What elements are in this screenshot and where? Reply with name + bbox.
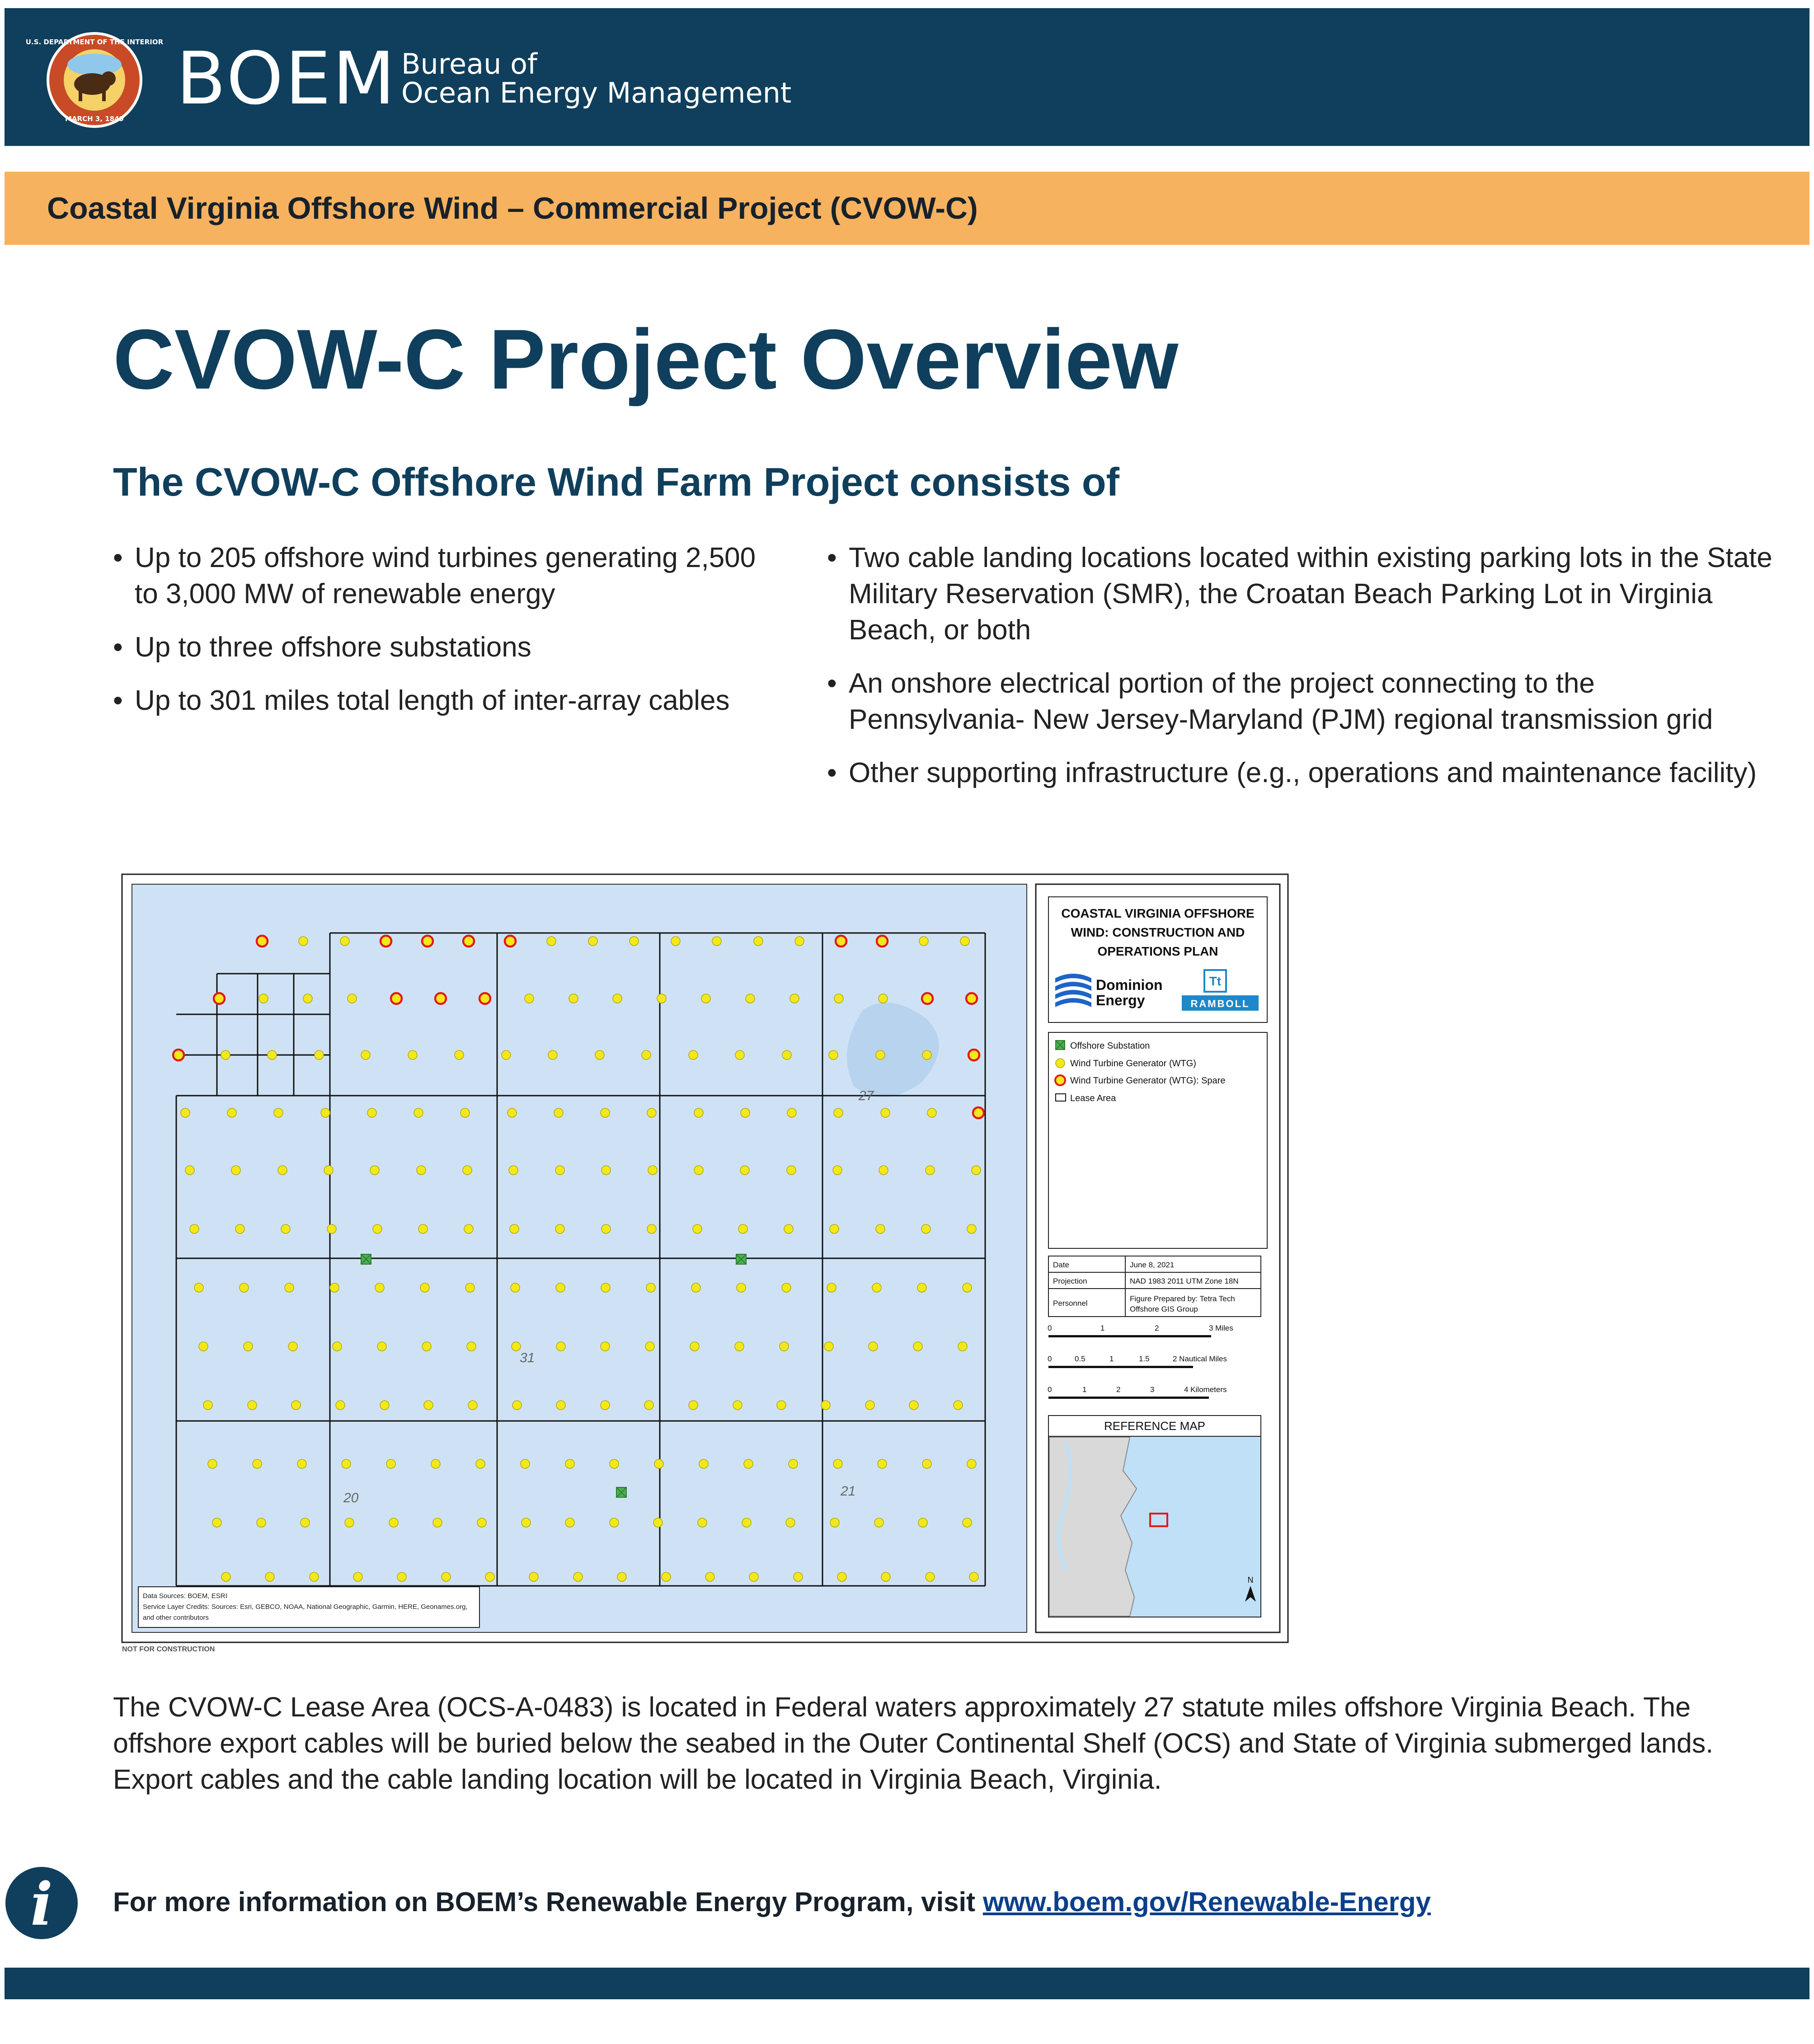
block-label-27: 27 [859, 1088, 874, 1103]
wtg-marker [876, 1224, 885, 1233]
bullet-list-left [113, 540, 768, 736]
wtg-marker [963, 1518, 972, 1527]
wtg-marker [194, 1283, 203, 1292]
wtg-marker [610, 1518, 619, 1527]
wtg-marker [259, 994, 268, 1003]
wtg-marker [746, 994, 755, 1003]
wtg-marker [972, 1166, 981, 1175]
wtg-marker [795, 937, 804, 946]
wtg-marker [464, 1224, 473, 1233]
wtg-marker [221, 1572, 230, 1581]
scale-tick: 0.5 [1075, 1355, 1086, 1363]
wtg-marker [321, 1108, 330, 1117]
wtg-marker [879, 1166, 888, 1175]
wtg-marker [647, 1108, 656, 1117]
block-label-20: 20 [343, 1491, 359, 1505]
wtg-marker [547, 937, 556, 946]
wtg-marker [373, 1224, 382, 1233]
dominion-logo-line1: Dominion [1096, 977, 1163, 993]
wtg-marker [741, 1108, 750, 1117]
wtg-spare-marker [877, 936, 888, 947]
scale-tick: 0 [1048, 1385, 1052, 1394]
wtg-marker [963, 1283, 972, 1292]
wtg-marker [181, 1108, 190, 1117]
scale-tick: 2 [1155, 1324, 1159, 1332]
wtg-marker [693, 1224, 702, 1233]
wtg-marker [565, 1459, 574, 1468]
legend-wtg-spare: Wind Turbine Generator (WTG): Spare [1070, 1076, 1226, 1086]
wtg-marker [420, 1283, 429, 1292]
wtg-marker [740, 1166, 749, 1175]
logo-subtitle-line1: Bureau of [401, 47, 537, 80]
wtg-marker [969, 1572, 978, 1581]
info-projection-value: NAD 1983 2011 UTM Zone 18N [1130, 1277, 1239, 1285]
wtg-marker [324, 1166, 333, 1175]
wtg-spare-marker [463, 936, 474, 947]
wtg-marker [573, 1572, 583, 1581]
wtg-marker [303, 994, 312, 1003]
bullet-list-right [827, 540, 1776, 808]
wtg-marker [784, 1224, 793, 1233]
info-projection-label: Projection [1053, 1277, 1087, 1285]
wtg-marker [921, 1224, 930, 1233]
wtg-marker [777, 1401, 786, 1410]
wtg-marker [278, 1166, 287, 1175]
footer-info [113, 1884, 1431, 1920]
wtg-marker [830, 1224, 839, 1233]
wtg-marker [467, 1342, 476, 1351]
wtg-marker [463, 1166, 472, 1175]
info-personnel-label: Personnel [1053, 1299, 1088, 1308]
wtg-marker [367, 1108, 376, 1117]
scale-tick: 1 [1109, 1355, 1114, 1363]
wtg-marker [569, 994, 578, 1003]
wtg-marker [377, 1342, 386, 1351]
info-icon [5, 1866, 79, 1941]
wtg-marker [389, 1518, 398, 1527]
info-personnel-line2: Offshore GIS Group [1130, 1305, 1198, 1313]
wtg-marker [380, 1401, 389, 1410]
banner-text: Coastal Virginia Offshore Wind – Commercial Project (CVOW-C) [47, 191, 978, 225]
wtg-marker [694, 1166, 703, 1175]
wtg-marker [794, 1572, 803, 1581]
info-glyph: i [30, 1870, 53, 1939]
wtg-marker [913, 1342, 922, 1351]
wtg-marker [477, 1518, 486, 1527]
wtg-marker [602, 1166, 611, 1175]
wtg-spare-marker [173, 1050, 184, 1060]
wtg-marker [787, 1166, 796, 1175]
wtg-marker [617, 1572, 626, 1581]
scale-tick: 1.5 [1139, 1355, 1150, 1363]
wtg-marker [648, 1166, 657, 1175]
wtg-spare-marker [836, 936, 846, 947]
data-sources-line3: and other contributors [143, 1614, 209, 1622]
wtg-legend-icon [1056, 1059, 1065, 1068]
wtg-marker [754, 937, 763, 946]
wtg-marker [370, 1166, 379, 1175]
wtg-marker [869, 1342, 878, 1351]
scale-tick: 3 Miles [1209, 1324, 1233, 1332]
wtg-marker [244, 1342, 253, 1351]
wtg-marker [827, 1283, 836, 1292]
wtg-spare-legend-icon [1055, 1075, 1065, 1085]
block-label-21: 21 [841, 1484, 856, 1499]
wtg-marker [281, 1224, 290, 1233]
wtg-spare-marker [966, 993, 977, 1004]
wtg-marker [824, 1342, 833, 1351]
wtg-marker [595, 1050, 604, 1060]
wtg-marker [485, 1572, 494, 1581]
wtg-marker [465, 1283, 475, 1292]
scale-tick: 0 [1048, 1324, 1052, 1332]
wtg-marker [310, 1572, 319, 1581]
wtg-marker [733, 1401, 742, 1410]
map-title-line1: COASTAL VIRGINIA OFFSHORE [1061, 906, 1255, 920]
wtg-marker [417, 1166, 426, 1175]
wtg-marker [297, 1459, 306, 1468]
wtg-marker [782, 1283, 791, 1292]
wtg-marker [235, 1224, 244, 1233]
wtg-marker [512, 1342, 521, 1351]
wtg-marker [833, 1459, 842, 1468]
wtg-marker [556, 1401, 565, 1410]
scale-tick: 2 [1116, 1385, 1121, 1394]
bullet-item: • Up to three offshore substations [113, 629, 768, 666]
wtg-marker [917, 1283, 926, 1292]
wtg-marker [502, 1050, 511, 1060]
wtg-marker [960, 937, 969, 946]
wtg-marker [203, 1401, 212, 1410]
renewable-energy-link[interactable]: www.boem.gov/Renewable-Energy [982, 1887, 1431, 1917]
wtg-marker [190, 1224, 199, 1233]
reference-map-title: REFERENCE MAP [1104, 1419, 1205, 1433]
info-personnel-value: Figure Prepared by: Tetra Tech [1130, 1294, 1235, 1303]
wtg-marker [613, 994, 622, 1003]
legend-wtg: Wind Turbine Generator (WTG) [1070, 1059, 1196, 1069]
wtg-spare-marker [422, 936, 433, 947]
wtg-marker [879, 994, 888, 1003]
offshore-substation-marker [361, 1254, 371, 1264]
wtg-marker [790, 994, 799, 1003]
legend-substation: Offshore Substation [1070, 1041, 1150, 1051]
wtg-spare-marker [381, 936, 391, 947]
wtg-spare-marker [391, 993, 402, 1004]
wtg-marker [610, 1459, 619, 1468]
wtg-marker [227, 1108, 236, 1117]
wtg-marker [433, 1518, 442, 1527]
wtg-marker [565, 1518, 574, 1527]
wtg-marker [602, 1224, 611, 1233]
offshore-substation-marker [736, 1254, 746, 1264]
wtg-marker [922, 1459, 931, 1468]
page-title: CVOW-C Project Overview [113, 312, 1179, 407]
wtg-marker [782, 1050, 791, 1060]
wtg-spare-marker [435, 993, 446, 1004]
wtg-marker [268, 1050, 277, 1060]
wtg-marker [834, 994, 843, 1003]
wtg-marker [556, 1283, 565, 1292]
scale-tick: 3 [1150, 1385, 1155, 1394]
wtg-marker [556, 1342, 565, 1351]
wtg-marker [926, 1572, 935, 1581]
logo-subtitle-line2: Ocean Energy Management [401, 76, 792, 109]
boem-wordmark: BOEM [176, 36, 397, 121]
wtg-marker [353, 1572, 362, 1581]
wtg-marker [285, 1283, 294, 1292]
wtg-marker [780, 1342, 789, 1351]
wtg-marker [735, 1342, 744, 1351]
wtg-marker [737, 1283, 746, 1292]
wtg-marker [689, 1401, 698, 1410]
wtg-marker [601, 1401, 610, 1410]
data-sources-line2: Service Layer Credits: Sources: Esri, GEBCO, NOAA, National Geographic, Garmin, HERE, Geonames.org, [143, 1603, 468, 1611]
wtg-marker [705, 1572, 714, 1581]
wtg-marker [958, 1342, 967, 1351]
wtg-marker [918, 1518, 927, 1527]
bullet-item: • An onshore electrical portion of the project connecting to the Pennsylvania- New Jersey-Maryland (PJM) regional transmission grid [827, 666, 1776, 738]
wtg-marker [299, 937, 308, 946]
scale-tick: 1 [1082, 1385, 1087, 1394]
wtg-marker [919, 937, 928, 946]
wtg-marker [301, 1518, 310, 1527]
wtg-spare-marker [973, 1107, 984, 1118]
wtg-marker [248, 1401, 257, 1410]
wtg-marker [522, 1518, 531, 1527]
wtg-marker [291, 1401, 301, 1410]
wtg-marker [662, 1572, 671, 1581]
wtg-marker [424, 1401, 433, 1410]
north-label: N [1247, 1575, 1254, 1585]
wtg-marker [749, 1572, 758, 1581]
wtg-marker [555, 1224, 564, 1233]
wtg-marker [642, 1050, 651, 1060]
wtg-marker [689, 1050, 698, 1060]
info-date-value: June 8, 2021 [1130, 1261, 1175, 1269]
wtg-marker [554, 1108, 563, 1117]
wtg-marker [468, 1401, 477, 1410]
wtg-marker [644, 1401, 653, 1410]
wtg-marker [442, 1572, 451, 1581]
wtg-marker [509, 1166, 518, 1175]
info-date-label: Date [1053, 1261, 1069, 1269]
wtg-marker [876, 1050, 885, 1060]
wtg-marker [521, 1459, 530, 1468]
wtg-marker [288, 1342, 297, 1351]
wtg-marker [185, 1166, 194, 1175]
wtg-marker [333, 1342, 342, 1351]
wtg-marker [330, 1283, 339, 1292]
wtg-marker [698, 1518, 707, 1527]
bullet-item: • Up to 205 offshore wind turbines generating 2,500 to 3,000 MW of renewable energy [113, 540, 768, 612]
tt-logo-text: Tt [1209, 974, 1222, 988]
wtg-marker [414, 1108, 423, 1117]
wtg-marker [476, 1459, 485, 1468]
wtg-marker [525, 994, 534, 1003]
wtg-marker [744, 1459, 753, 1468]
wtg-marker [922, 1050, 931, 1060]
wtg-marker [461, 1108, 470, 1117]
seal-text-top: U.S. DEPARTMENT OF THE INTERIOR [25, 38, 164, 46]
doi-seal-icon [25, 31, 164, 129]
seal-text-bottom: MARCH 3, 1849 [65, 115, 124, 123]
wtg-marker [418, 1224, 428, 1233]
wtg-marker [657, 994, 666, 1003]
wtg-marker [954, 1401, 963, 1410]
map-title-line2: WIND: CONSTRUCTION AND [1071, 925, 1245, 939]
wtg-marker [529, 1572, 538, 1581]
offshore-substation-marker [616, 1487, 626, 1497]
coastline-land [1049, 1437, 1137, 1616]
wtg-marker [315, 1050, 324, 1060]
wtg-marker [212, 1518, 221, 1527]
wtg-marker [967, 1224, 976, 1233]
wtg-marker [199, 1342, 208, 1351]
scale-tick: 0 [1048, 1355, 1052, 1363]
wtg-marker [654, 1459, 663, 1468]
wtg-marker [881, 1572, 890, 1581]
wtg-marker [691, 1283, 700, 1292]
wtg-marker [834, 1108, 843, 1117]
wtg-marker [253, 1459, 262, 1468]
wtg-marker [738, 1224, 747, 1233]
wtg-marker [872, 1283, 881, 1292]
wtg-marker [221, 1050, 230, 1060]
wtg-marker [231, 1166, 240, 1175]
lease-area-description: The CVOW-C Lease Area (OCS-A-0483) is located in Federal waters approximately 27 statute miles offshore Virginia Beach. The offshore export cables will be buried below the seabed in the Outer Continental Shelf (OCS) and State of Virginia submerged lands. Export cables and the cable landing location will be located in Virginia Beach, Virginia. [113, 1692, 1714, 1795]
wtg-spare-marker [922, 993, 933, 1004]
wtg-marker [837, 1572, 846, 1581]
wtg-marker [787, 1108, 796, 1117]
wtg-marker [927, 1108, 936, 1117]
dominion-logo-line2: Energy [1096, 992, 1145, 1008]
wtg-marker [601, 1342, 610, 1351]
wtg-spare-marker [479, 993, 490, 1004]
bullet-item: • Up to 301 miles total length of inter-array cables [113, 683, 768, 719]
wtg-spare-marker [968, 1050, 979, 1060]
wtg-marker [735, 1050, 744, 1060]
wtg-marker [601, 1108, 610, 1117]
wtg-spare-marker [257, 936, 268, 947]
wtg-marker [555, 1166, 564, 1175]
wtg-marker [821, 1401, 830, 1410]
wtg-marker [512, 1401, 522, 1410]
section-subtitle: The CVOW-C Offshore Wind Farm Project consists of [113, 459, 1119, 504]
wtg-marker [699, 1459, 708, 1468]
wtg-spare-marker [214, 993, 225, 1004]
wtg-marker [712, 937, 721, 946]
wtg-marker [630, 937, 639, 946]
wtg-marker [833, 1166, 842, 1175]
not-for-construction: NOT FOR CONSTRUCTION [122, 1646, 215, 1653]
wtg-marker [701, 994, 710, 1003]
project-map [122, 874, 1288, 1653]
wtg-marker [881, 1108, 890, 1117]
wtg-marker [926, 1166, 935, 1175]
bullet-item: • Other supporting infrastructure (e.g., operations and maintenance facility) [827, 755, 1776, 791]
footer-text: For more information on BOEM’s Renewable Energy Program, visit [113, 1887, 983, 1917]
wtg-marker [742, 1518, 751, 1527]
map-title-line3: OPERATIONS PLAN [1097, 944, 1218, 958]
wtg-marker [653, 1518, 663, 1527]
wtg-marker [342, 1459, 351, 1468]
wtg-marker [789, 1459, 798, 1468]
wtg-marker [548, 1050, 557, 1060]
wtg-marker [508, 1108, 517, 1117]
wtg-marker [240, 1283, 249, 1292]
wtg-marker [386, 1459, 395, 1468]
wtg-marker [588, 937, 597, 946]
wtg-marker [375, 1283, 384, 1292]
wtg-marker [909, 1401, 918, 1410]
wtg-marker [510, 1224, 519, 1233]
wtg-marker [646, 1283, 655, 1292]
wtg-marker [336, 1401, 345, 1410]
wtg-marker [645, 1342, 654, 1351]
wtg-marker [455, 1050, 464, 1060]
wtg-marker [967, 1459, 976, 1468]
block-label-31: 31 [520, 1350, 535, 1365]
wtg-marker [830, 1518, 839, 1527]
wtg-marker [340, 937, 349, 946]
wtg-marker [786, 1518, 795, 1527]
wtg-marker [265, 1572, 274, 1581]
wtg-marker [274, 1108, 283, 1117]
wtg-marker [874, 1518, 884, 1527]
bullet-item: • Two cable landing locations located within existing parking lots in the State Military Reservation (SMR), the Croatan Beach Parking Lot in Virginia Beach, or both [827, 540, 1776, 648]
wtg-marker [257, 1518, 266, 1527]
wtg-marker [671, 937, 680, 946]
wtg-marker [327, 1224, 336, 1233]
wtg-marker [511, 1283, 520, 1292]
scale-tick: 1 [1100, 1324, 1105, 1332]
wtg-marker [878, 1459, 887, 1468]
wtg-marker [647, 1224, 656, 1233]
wtg-marker [361, 1050, 370, 1060]
ramboll-logo-text: RAMBOLL [1190, 998, 1250, 1009]
wtg-marker [397, 1572, 406, 1581]
legend-lease-area: Lease Area [1070, 1093, 1116, 1103]
wtg-marker [865, 1401, 874, 1410]
wtg-marker [431, 1459, 440, 1468]
wtg-marker [208, 1459, 217, 1468]
wtg-marker [829, 1050, 838, 1060]
wtg-marker [345, 1518, 354, 1527]
wtg-marker [408, 1050, 417, 1060]
wtg-marker [694, 1108, 703, 1117]
wtg-marker [422, 1342, 431, 1351]
scale-tick: 2 Nautical Miles [1173, 1355, 1227, 1363]
wtg-marker [690, 1342, 699, 1351]
wtg-marker [601, 1283, 610, 1292]
wtg-spare-marker [505, 936, 516, 947]
wtg-marker [348, 994, 357, 1003]
scale-tick: 4 Kilometers [1184, 1385, 1227, 1394]
data-sources-line1: Data Sources: BOEM, ESRI [143, 1592, 227, 1600]
footer-bar [5, 1968, 1809, 1999]
